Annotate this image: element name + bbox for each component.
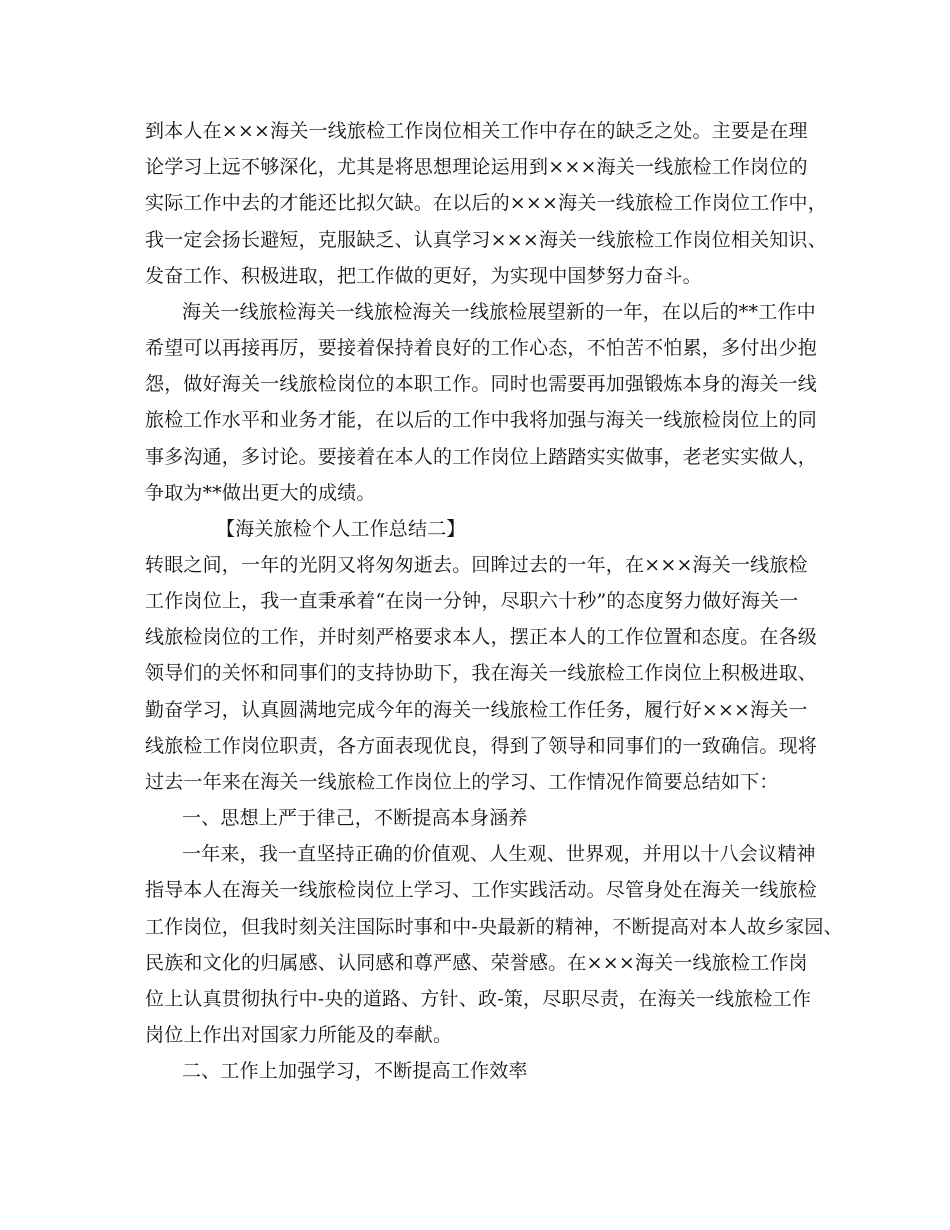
- body-text-line: 工作岗位，但我时刻关注国际时事和中-央最新的精神，不断提高对本人故乡家园、: [145, 916, 843, 938]
- paragraph-start-line: 海关一线旅检海关一线旅检海关一线旅检展望新的一年，在以后的**工作中: [182, 301, 816, 323]
- body-text-line: 到本人在×××海关一线旅检工作岗位相关工作中存在的缺乏之处。主要是在理: [145, 120, 808, 142]
- subsection-heading: 一、思想上严于律己，不断提高本身涵养: [182, 807, 528, 829]
- body-text-line: 过去一年来在海关一线旅检工作岗位上的学习、工作情况作简要总结如下：: [145, 771, 779, 793]
- body-text-line: 线旅检岗位的工作，并时刻严格要求本人，摆正本人的工作位置和态度。在各级: [145, 626, 818, 648]
- body-text-line: 论学习上远不够深化，尤其是将思想理论运用到×××海关一线旅检工作岗位的: [145, 156, 808, 178]
- body-text-line: 指导本人在海关一线旅检岗位上学习、工作实践活动。尽管身处在海关一线旅检: [145, 879, 818, 901]
- body-text-line: 勤奋学习，认真圆满地完成今年的海关一线旅检工作任务，履行好×××海关一: [145, 699, 808, 721]
- body-text-line: 希望可以再接再厉，要接着保持着良好的工作心态，不怕苦不怕累，多付出少抱: [145, 337, 818, 359]
- body-text-line: 怨，做好海关一线旅检岗位的本职工作。同时也需要再加强锻炼本身的海关一线: [145, 373, 818, 395]
- body-text-line: 转眼之间，一年的光阴又将匆匆逝去。回眸过去的一年，在×××海关一线旅检: [145, 554, 808, 576]
- body-text-line: 工作岗位上，我一直秉承着“在岗一分钟，尽职六十秒”的态度努力做好海关一: [145, 590, 799, 612]
- body-text-line: 线旅检工作岗位职责，各方面表现优良，得到了领导和同事们的一致确信。现将: [145, 735, 818, 757]
- paragraph-start-line: 一年来，我一直坚持正确的价值观、人生观、世界观，并用以十八会议精神: [182, 843, 816, 865]
- subsection-heading: 二、工作上加强学习，不断提高工作效率: [182, 1060, 528, 1082]
- body-text-line: 领导们的关怀和同事们的支持协助下，我在海关一线旅检工作岗位上积极进取、: [145, 662, 818, 684]
- body-text-line: 发奋工作、积极进取，把工作做的更好，为实现中国梦努力奋斗。: [145, 265, 702, 287]
- body-text-line: 事多沟通，多讨论。要接着在本人的工作岗位上踏踏实实做事，老老实实做人，: [145, 446, 818, 468]
- section-heading: 【海关旅检个人工作总结二】: [216, 518, 466, 540]
- body-text-line: 位上认真贯彻执行中-央的道路、方针、政-策，尽职尽责，在海关一线旅检工作: [145, 988, 812, 1010]
- body-text-line: 争取为**做出更大的成绩。: [145, 482, 376, 504]
- body-text-line: 旅检工作水平和业务才能，在以后的工作中我将加强与海关一线旅检岗位上的同: [145, 409, 818, 431]
- body-text-line: 实际工作中去的才能还比拟欠缺。在以后的×××海关一线旅检工作岗位工作中，: [145, 192, 827, 214]
- body-text-line: 民族和文化的归属感、认同感和尊严感、荣誉感。在×××海关一线旅检工作岗: [145, 952, 808, 974]
- body-text-line: 我一定会扬长避短，克服缺乏、认真学习×××海关一线旅检工作岗位相关知识、: [145, 229, 827, 251]
- body-text-line: 岗位上作出对国家力所能及的奉献。: [145, 1024, 453, 1046]
